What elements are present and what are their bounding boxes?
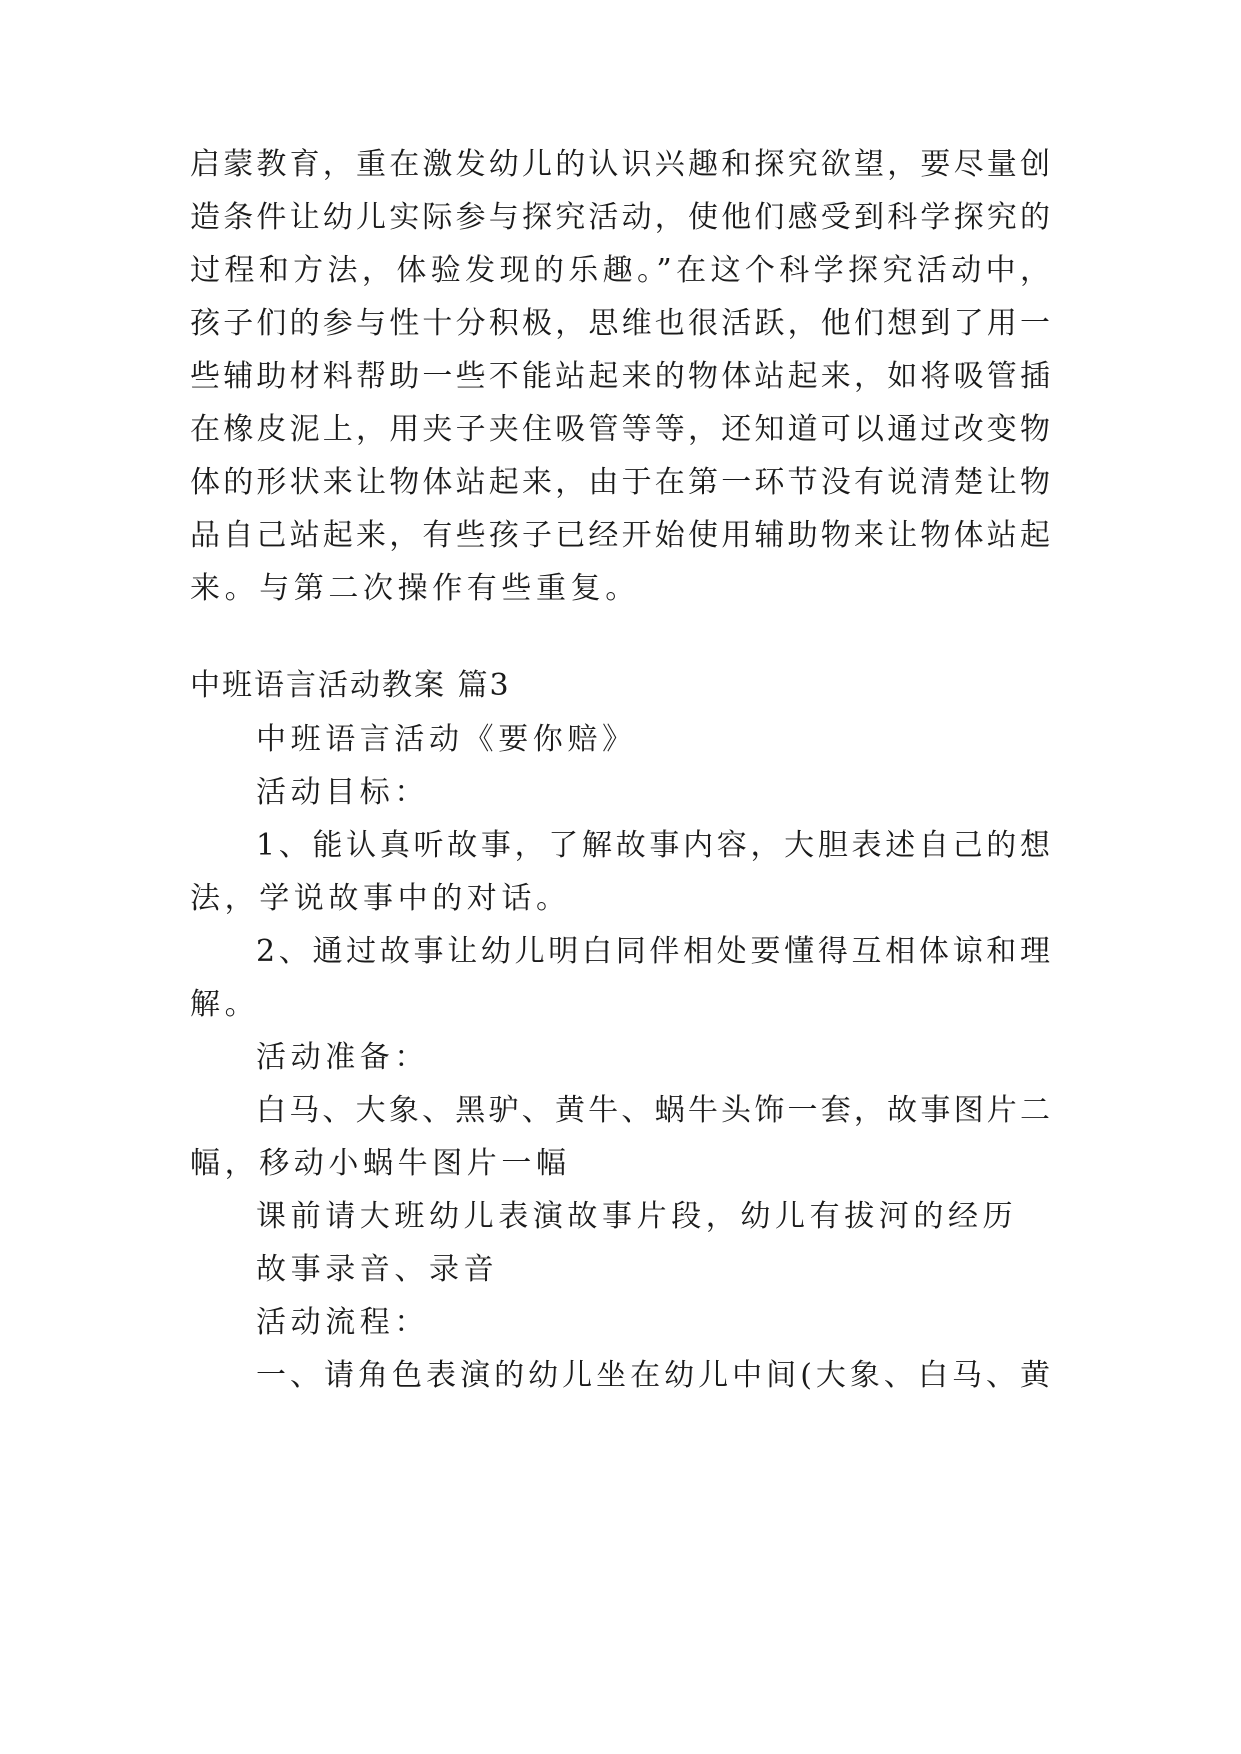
goal-1-line: 法，学说故事中的对话。 [190,881,571,916]
prep-1-line: 白马、大象、黑驴、黄牛、蜗牛头饰一套，故事图片二 [256,1093,1050,1128]
paragraph-line: 品自己站起来，有些孩子已经开始使用辅助物来让物体站起 [190,518,1050,553]
paragraph-line: 来。与第二次操作有些重复。 [190,571,640,606]
prep-3: 故事录音、录音 [256,1252,499,1287]
prep-label: 活动准备： [256,1040,429,1075]
goals-label: 活动目标： [256,775,429,810]
paragraph-line: 孩子们的参与性十分积极，思维也很活跃，他们想到了用一 [190,306,1050,341]
goal-2-line: 2、通过故事让幼儿明白同伴相处要懂得互相体谅和理 [256,934,1050,969]
prep-2: 课前请大班幼儿表演故事片段，幼儿有拔河的经历 [256,1199,1018,1234]
paragraph-line: 体的形状来让物体站起来，由于在第一环节没有说清楚让物 [190,465,1050,500]
goal-2-line: 解。 [190,987,260,1022]
flow-1-line: 一、请角色表演的幼儿坐在幼儿中间(大象、白马、黄 [256,1358,1050,1393]
flow-label: 活动流程： [256,1305,429,1340]
paragraph-line: 些辅助材料帮助一些不能站起来的物体站起来，如将吸管插 [190,359,1050,394]
lesson-title: 中班语言活动《要你赔》 [256,722,637,757]
section-heading: 中班语言活动教案 篇3 [190,668,511,703]
paragraph-line: 在橡皮泥上，用夹子夹住吸管等等，还知道可以通过改变物 [190,412,1050,447]
goal-1-line: 1、能认真听故事，了解故事内容，大胆表述自己的想 [256,828,1050,863]
prep-1-line: 幅，移动小蜗牛图片一幅 [190,1146,571,1181]
paragraph-line: 造条件让幼儿实际参与探究活动，使他们感受到科学探究的 [190,200,1050,235]
paragraph-line: 过程和方法，体验发现的乐趣。”在这个科学探究活动中， [190,253,1050,288]
paragraph-line: 启蒙教育，重在激发幼儿的认识兴趣和探究欲望，要尽量创 [190,147,1050,182]
